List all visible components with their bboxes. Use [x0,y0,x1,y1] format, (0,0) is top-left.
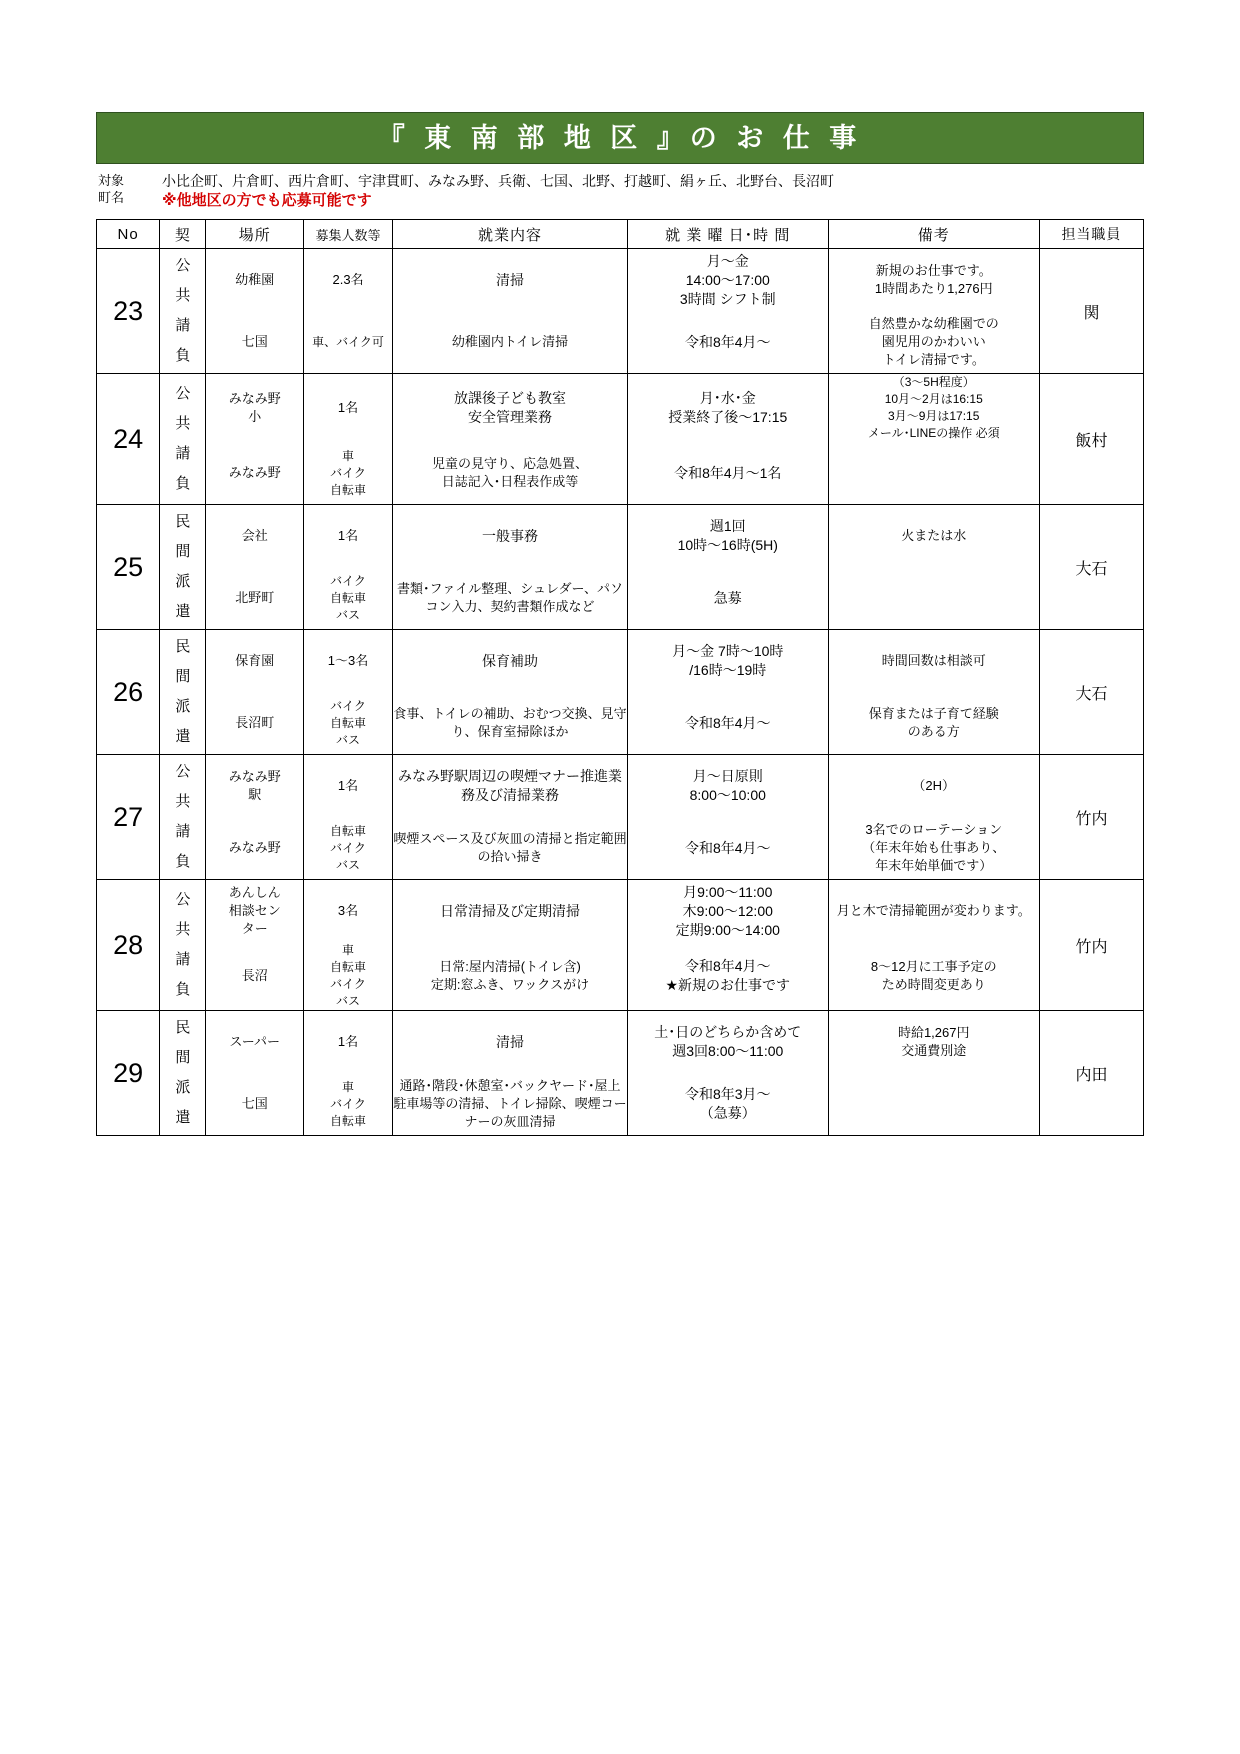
table-row [97,1011,1144,1074]
cell-staff: 関 [1039,249,1143,374]
cell-time-top: 月9:00～11:00 木9:00～12:00 定期9:00～14:00 [627,880,828,943]
col-header-recruit: 募集人数等 [304,220,393,249]
cell-recruit-top: 1名 [304,1011,393,1074]
cell-note-top: （2H） [828,755,1039,818]
col-header-staff: 担当職員 [1039,220,1143,249]
cell-time-bottom: 令和8年4月～ [627,817,828,880]
col-header-work: 就業内容 [393,220,628,249]
target-area-label-line2: 町名 [98,190,125,205]
page-title: 『 東 南 部 地 区 』の お 仕 事 [96,112,1144,164]
cell-place-bottom: 長沼町 [206,692,304,755]
job-listing-sheet [96,112,1144,1136]
cell-recruit-bottom: 自転車 バイク バス [304,817,393,880]
cell-place-top: みなみ野 小 [206,374,304,443]
cell-recruit-bottom: 車 バイク 自転車 [304,442,393,505]
table-row [97,567,1144,630]
col-header-time: 就 業 曜 日･時 間 [627,220,828,249]
jobs-table [96,219,1144,1136]
table-row [97,880,1144,943]
cell-time-top: 月～金 14:00～17:00 3時間 シフト制 [627,249,828,312]
cell-place-top: みなみ野 駅 [206,755,304,818]
cell-work-bottom: 通路･階段･休憩室･バックヤード･屋上駐車場等の清掃、トイレ掃除、喫煙コーナーの灰皿清掃 [393,1073,628,1136]
cell-no: 23 [97,249,160,374]
cell-note-bottom: 保育または子育て経験 のある方 [828,692,1039,755]
cell-work-top: 清掃 [393,249,628,312]
cell-note-top: 時給1,267円 交通費別途 [828,1011,1039,1074]
cell-staff: 竹内 [1039,755,1143,880]
table-row [97,942,1144,1011]
cell-work-bottom: 書類･ファイル整理、シュレダー、パソコン入力、契約書類作成など [393,567,628,630]
cell-place-bottom: 長沼 [206,942,304,1011]
cell-note-top: 新規のお仕事です。 1時間あたり1,276円 [828,249,1039,312]
col-header-note: 備考 [828,220,1039,249]
cell-contract-type: 公 共 請 負 [160,374,206,505]
cell-place-top: 幼稚園 [206,249,304,312]
cell-note-bottom [828,567,1039,630]
cell-place-bottom: 北野町 [206,567,304,630]
cell-work-top: 日常清掃及び定期清掃 [393,880,628,943]
cell-place-top: 会社 [206,505,304,568]
cell-no: 29 [97,1011,160,1136]
table-row [97,817,1144,880]
target-area-label [96,172,158,206]
cell-staff: 飯村 [1039,374,1143,505]
cell-time-bottom: 急募 [627,567,828,630]
cell-staff: 内田 [1039,1011,1143,1136]
cell-no: 28 [97,880,160,1011]
cell-note-top: 火または水 [828,505,1039,568]
cell-place-top: あんしん 相談セン ター [206,880,304,943]
cell-note-top: 月と木で清掃範囲が変わります。 [828,880,1039,943]
cell-time-bottom: 令和8年4月～1名 [627,442,828,505]
cell-time-bottom: 令和8年4月～ [627,311,828,374]
cell-place-bottom: 七国 [206,1073,304,1136]
cell-place-top: スーパー [206,1011,304,1074]
table-row [97,249,1144,312]
cell-place-top: 保育園 [206,630,304,693]
cell-note-top: （3～5H程度） 10月～2月は16:15 3月～9月は17:15 メール･LINEの操作 必須 [828,374,1039,443]
table-row [97,692,1144,755]
cell-contract-type: 民 間 派 遣 [160,630,206,755]
cell-work-bottom: 日常:屋内清掃(トイレ含) 定期:窓ふき、ワックスがけ [393,942,628,1011]
cell-recruit-top: 1名 [304,374,393,443]
cell-note-bottom: 自然豊かな幼稚園での 園児用のかわいい トイレ清掃です。 [828,311,1039,374]
target-towns: 小比企町、片倉町、西片倉町、宇津貫町、みなみ野、兵衛、七国、北野、打越町、絹ヶ丘、北野台、長沼町 [162,173,834,189]
cell-no: 25 [97,505,160,630]
cell-time-bottom: 令和8年4月～ ★新規のお仕事です [627,942,828,1011]
cell-recruit-bottom: 車 バイク 自転車 [304,1073,393,1136]
cell-recruit-top: 2.3名 [304,249,393,312]
cell-time-bottom: 令和8年3月～ （急募） [627,1073,828,1136]
cell-staff: 大石 [1039,505,1143,630]
cell-work-bottom: 幼稚園内トイレ清掃 [393,311,628,374]
target-area-section [96,164,1144,219]
cell-note-top: 時間回数は相談可 [828,630,1039,693]
cell-work-top: みなみ野駅周辺の喫煙マナー推進業務及び清掃業務 [393,755,628,818]
cell-recruit-bottom: 車 自転車 バイク バス [304,942,393,1011]
cell-work-top: 放課後子ども教室 安全管理業務 [393,374,628,443]
cell-time-top: 月～金 7時～10時 /16時～19時 [627,630,828,693]
cell-recruit-top: 1名 [304,755,393,818]
cell-note-bottom: 3名でのローテーション （年末年始も仕事あり、 年末年始単価です） [828,817,1039,880]
cell-staff: 大石 [1039,630,1143,755]
cell-time-top: 土･日のどちらか含めて 週3回8:00～11:00 [627,1011,828,1074]
cell-note-bottom [828,1073,1039,1136]
col-header-place: 場所 [206,220,304,249]
cell-recruit-top: 1～3名 [304,630,393,693]
cell-place-bottom: みなみ野 [206,442,304,505]
col-header-no: No [97,220,160,249]
cell-work-bottom: 食事、トイレの補助、おむつ交換、見守り、保育室掃除ほか [393,692,628,755]
target-area-label-line1: 対象 [98,173,125,188]
cell-time-bottom: 令和8年4月～ [627,692,828,755]
table-row [97,311,1144,374]
cell-time-top: 週1回 10時～16時(5H) [627,505,828,568]
cell-time-top: 月～日原則 8:00～10:00 [627,755,828,818]
cell-contract-type: 民 間 派 遣 [160,1011,206,1136]
cell-recruit-top: 3名 [304,880,393,943]
cell-place-bottom: みなみ野 [206,817,304,880]
cell-work-bottom: 喫煙スペース及び灰皿の清掃と指定範囲の拾い掃き [393,817,628,880]
cell-work-bottom: 児童の見守り、応急処置、 日誌記入･日程表作成等 [393,442,628,505]
cell-recruit-bottom: バイク 自転車 バス [304,567,393,630]
cell-note-bottom: 8～12月に工事予定の ため時間変更あり [828,942,1039,1011]
table-row [97,1073,1144,1136]
table-row [97,374,1144,443]
cell-staff: 竹内 [1039,880,1143,1011]
table-row [97,755,1144,818]
cell-contract-type: 公 共 請 負 [160,249,206,374]
table-row [97,505,1144,568]
cell-no: 27 [97,755,160,880]
cell-contract-type: 公 共 請 負 [160,755,206,880]
cell-recruit-bottom: バイク 自転車 バス [304,692,393,755]
cell-contract-type: 民 間 派 遣 [160,505,206,630]
cell-no: 26 [97,630,160,755]
table-row [97,442,1144,505]
target-area-body [158,172,1144,211]
cell-recruit-top: 1名 [304,505,393,568]
cell-contract-type: 公 共 請 負 [160,880,206,1011]
cell-work-top: 一般事務 [393,505,628,568]
target-note: ※他地区の方でも応募可能です [162,192,372,209]
cell-place-bottom: 七国 [206,311,304,374]
cell-note-bottom [828,442,1039,505]
cell-recruit-bottom: 車、バイク可 [304,311,393,374]
col-header-contract: 契 [160,220,206,249]
cell-time-top: 月･水･金 授業終了後～17:15 [627,374,828,443]
cell-work-top: 保育補助 [393,630,628,693]
table-row [97,630,1144,693]
cell-no: 24 [97,374,160,505]
table-header-row [97,220,1144,249]
cell-work-top: 清掃 [393,1011,628,1074]
